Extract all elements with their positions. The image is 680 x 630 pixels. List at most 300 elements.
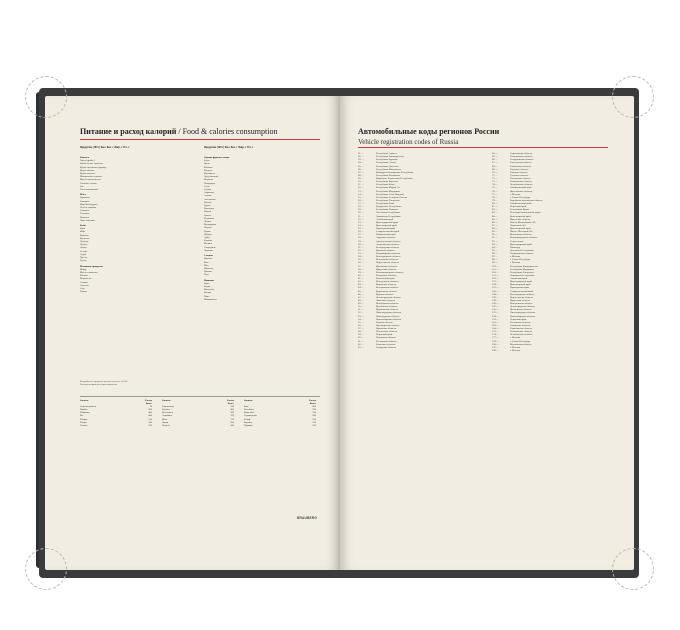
region-code: 67..... xyxy=(492,161,498,165)
activity-name: Садоводство xyxy=(244,414,257,418)
region-code: 102..... xyxy=(492,264,499,268)
region-name: Иркутская область xyxy=(510,217,530,221)
region-code: 99..... xyxy=(492,261,498,265)
section-heading: Напитки xyxy=(204,278,214,282)
region-code: 18..... xyxy=(358,205,364,209)
region-code: 26..... xyxy=(358,230,364,234)
food-name: Помидоры xyxy=(204,181,215,185)
region-name: Алтайский край xyxy=(376,217,394,221)
region-code: 173..... xyxy=(492,330,499,334)
region-name: Липецкая область xyxy=(376,298,396,302)
table-row xyxy=(80,424,152,427)
region-name: Краснодарский край xyxy=(510,242,532,246)
food-name: Вино xyxy=(204,281,210,285)
activity-kcal: 250 xyxy=(312,408,316,412)
region-code: 147..... xyxy=(492,305,499,309)
brand-logo: BRAUBERG xyxy=(297,516,318,520)
food-name: Окунь xyxy=(80,246,87,250)
activity-kcal: 250 xyxy=(230,405,234,409)
region-code: 116..... xyxy=(492,270,499,274)
region-code: 15..... xyxy=(358,195,364,199)
region-row xyxy=(492,349,612,352)
region-code: 124..... xyxy=(492,283,499,287)
region-code: 78..... xyxy=(492,195,498,199)
food-name: Креветки xyxy=(80,236,90,240)
region-code: 72..... xyxy=(492,177,498,180)
region-codes-column-2 xyxy=(492,152,612,352)
activity-name: Лыжи xyxy=(162,420,169,424)
corner-guide-top-right xyxy=(612,76,654,118)
region-name: Краснодарский край xyxy=(376,220,398,224)
activity-kcal: 300 xyxy=(230,411,234,415)
food-name: Сливки xyxy=(80,280,88,284)
region-name: Краснодарский край xyxy=(510,280,532,284)
region-code: 40..... xyxy=(358,273,364,277)
region-name: Республика Северная Осетия xyxy=(376,195,408,199)
activity-name: Прыжки xyxy=(244,423,253,427)
activity-name: Танцы xyxy=(80,420,87,424)
region-code: 84..... xyxy=(492,214,498,218)
activity-name: Уборка xyxy=(80,417,88,421)
activity-table-col-3 xyxy=(244,399,316,427)
food-name: Абрикосы xyxy=(204,191,215,195)
food-name: Кефир xyxy=(80,267,87,271)
region-name: г. Москва xyxy=(510,348,521,352)
food-name: Творог xyxy=(80,290,88,294)
header-activity: Занятие xyxy=(244,399,253,402)
region-code: 27..... xyxy=(358,233,364,237)
region-code: 49..... xyxy=(358,302,364,305)
region-name: Воронежская область xyxy=(376,261,399,265)
region-code: 06..... xyxy=(358,167,364,171)
food-name: Икра xyxy=(80,230,86,234)
region-name: Брянская область xyxy=(376,248,395,252)
region-name: Ямало-Ненецкий АО xyxy=(510,230,533,234)
food-name: Масло подсолнечное xyxy=(80,178,102,182)
food-name: Говядина xyxy=(80,199,90,203)
region-code: 11..... xyxy=(358,183,364,187)
region-name: Вологодская область xyxy=(376,258,399,262)
note-line: Показатели приведены ориентировочно. xyxy=(80,384,118,386)
corner-guide-bottom-right xyxy=(612,548,654,590)
food-name: Варенье xyxy=(204,257,213,261)
activity-name: Сидячая работа xyxy=(80,405,96,409)
food-name: Клубника xyxy=(204,216,214,220)
food-name: Язык говяжий xyxy=(80,218,95,222)
region-name: Тюменская область xyxy=(510,177,531,180)
region-name: Ленинградская область xyxy=(376,295,401,299)
region-name: Кемеровская область xyxy=(376,280,399,284)
region-name: Тульская область xyxy=(510,173,529,177)
region-name: Волгоградская область xyxy=(510,292,535,296)
activity-name: Ходьба xyxy=(80,408,88,412)
region-name: Свердловская область xyxy=(510,158,534,162)
region-name: Кабардино-Балкарская Республика xyxy=(376,170,414,174)
region-name: Республика Татарстан xyxy=(376,198,400,202)
region-name: Ивановская область xyxy=(376,264,398,268)
food-name: Рис xyxy=(80,184,84,188)
region-code: 64..... xyxy=(492,152,498,155)
food-name: Морковь xyxy=(204,178,213,182)
region-name: Ставропольский край xyxy=(376,230,400,234)
region-name: Свердловская область xyxy=(510,252,534,255)
region-name: Пермский край xyxy=(376,333,393,337)
food-name: Тунец xyxy=(80,259,87,263)
region-code: 113..... xyxy=(492,267,499,271)
corner-guide-top-left xyxy=(25,76,67,118)
region-name: Ульяновская область xyxy=(510,330,533,334)
food-row xyxy=(204,249,319,252)
food-name: Телятина xyxy=(80,212,90,216)
region-name: Курская область xyxy=(376,292,394,296)
region-code: 59..... xyxy=(358,333,364,337)
region-name: Республика Бурятия xyxy=(376,158,398,162)
region-code: 76..... xyxy=(492,189,498,193)
activity-kcal: 250 xyxy=(312,417,316,421)
region-name: г. Санкт-Петербург xyxy=(510,258,531,262)
region-code: 71..... xyxy=(492,173,498,177)
right-page-title: Автомобильные коды регионов России xyxy=(358,127,500,136)
food-name: Свекла xyxy=(204,188,212,192)
region-name: Тверская область xyxy=(510,167,529,171)
region-name: Смоленская область xyxy=(510,161,532,165)
region-code: 51..... xyxy=(358,308,364,312)
region-name: Сахалинская область xyxy=(510,155,533,159)
region-code: 85..... xyxy=(492,217,498,221)
food-name: Лимон xyxy=(204,220,211,224)
section-heading: Бакалея xyxy=(80,156,90,159)
left-page-title: Питание и расход калорий / Food & calories consumption xyxy=(80,127,278,136)
region-name: Костромская область xyxy=(376,286,399,290)
food-name: Персик xyxy=(204,226,212,230)
region-name: Красноярский край xyxy=(510,214,531,218)
region-code: 97..... xyxy=(492,255,498,259)
food-name: Цыплята xyxy=(80,215,90,219)
region-code: 98..... xyxy=(492,258,498,262)
food-name: Малина xyxy=(204,242,213,246)
activity-table-col-2 xyxy=(162,399,234,427)
region-code: 138..... xyxy=(492,298,499,302)
food-name: Бананы xyxy=(204,200,212,204)
region-code: 134..... xyxy=(492,292,499,296)
region-code: 22..... xyxy=(358,217,364,221)
region-code: 74..... xyxy=(492,183,498,187)
activity-kcal: 400 xyxy=(148,411,152,415)
food-name: Лобстер xyxy=(80,240,89,244)
region-code: 24..... xyxy=(358,223,364,227)
nutrition-column-left xyxy=(80,154,195,293)
food-name: Кока-кола xyxy=(204,288,215,292)
region-code: 125..... xyxy=(492,286,499,290)
region-name: Московская область xyxy=(510,342,532,346)
region-name: Красноярский край xyxy=(510,227,531,230)
region-name: Республика Мордовия xyxy=(376,189,400,193)
region-name: Республика Башкортостан xyxy=(376,155,404,159)
region-code: 43..... xyxy=(358,283,364,287)
region-name: Удмуртская Республика xyxy=(376,205,402,209)
region-name: Республика Саха (Якутия) xyxy=(376,192,404,196)
region-code: 68..... xyxy=(492,164,498,168)
section-heading: Мясо xyxy=(80,193,86,197)
activity-name: Волейбол xyxy=(244,408,254,412)
region-code: 53..... xyxy=(358,314,364,318)
region-name: Ульяновская область xyxy=(510,180,533,184)
region-code: 42..... xyxy=(358,280,364,284)
food-name: Шампанское xyxy=(204,297,217,301)
region-row xyxy=(358,346,478,349)
region-code: 20..... xyxy=(358,211,364,215)
region-name: Чеченская Республика xyxy=(510,248,534,252)
region-code: 48..... xyxy=(358,298,364,302)
region-name: Волгоградская область xyxy=(376,255,401,259)
food-row xyxy=(204,273,319,276)
food-name: Бобы xyxy=(204,159,210,163)
region-code: 03..... xyxy=(358,158,364,162)
food-name: Сельдь xyxy=(80,249,88,253)
note-line: Калорийность продуктов указана в расчете на 100 г. xyxy=(80,381,129,383)
food-name: Арбуз xyxy=(204,236,211,240)
food-name: Печень говяжья xyxy=(80,206,97,210)
food-row xyxy=(80,290,195,293)
region-code: 08..... xyxy=(358,173,364,177)
region-code: 73..... xyxy=(492,180,498,184)
food-name: Картофель xyxy=(204,172,215,176)
region-code: 94..... xyxy=(492,245,498,249)
region-code: 178..... xyxy=(492,339,499,343)
activity-kcal: 70 xyxy=(149,405,152,409)
region-name: Иркутская область xyxy=(510,298,530,302)
region-code: 163..... xyxy=(492,323,499,327)
region-code: 45..... xyxy=(358,289,364,293)
region-code: 63..... xyxy=(358,345,364,349)
region-code: 50..... xyxy=(358,305,364,309)
region-code: 41..... xyxy=(358,277,364,280)
region-name: Ростовская область xyxy=(510,320,531,324)
region-name: Камчатский край xyxy=(376,277,395,280)
region-code: 17..... xyxy=(358,202,364,205)
region-code: 29..... xyxy=(358,239,364,243)
activity-kcal: 200 xyxy=(312,414,316,418)
region-code: 13..... xyxy=(358,189,364,193)
region-code: 136..... xyxy=(492,295,499,299)
corner-guide-bottom-left xyxy=(25,548,67,590)
food-name: Груша xyxy=(204,204,211,208)
food-name: Кабачок xyxy=(204,165,213,169)
activity-name: Хоккей xyxy=(162,423,170,427)
region-code: 32..... xyxy=(358,248,364,252)
section-heading: Рыба xyxy=(80,224,86,228)
food-name: Судак xyxy=(80,252,87,256)
food-name: Сметана xyxy=(80,283,89,287)
region-name: Байконур xyxy=(510,245,521,249)
food-row xyxy=(80,219,195,222)
region-code: 89..... xyxy=(492,230,498,234)
region-name: Владимирская область xyxy=(376,252,401,255)
region-name: Московская область xyxy=(376,305,398,309)
region-code: 14..... xyxy=(358,192,364,196)
region-name: Еврейская автономная область xyxy=(510,198,543,202)
region-name: Калининградская область xyxy=(376,270,404,274)
food-name: Молоко xyxy=(80,274,88,278)
region-name: Самарская область xyxy=(376,345,397,349)
food-name: Вишня xyxy=(204,210,212,214)
region-code: 66..... xyxy=(492,158,498,162)
food-name: Дыня xyxy=(204,162,210,166)
region-code: 60..... xyxy=(358,336,364,340)
region-code: 177..... xyxy=(492,336,499,340)
food-name: Водка xyxy=(204,284,211,288)
region-code: 33..... xyxy=(358,252,364,255)
region-code: 96..... xyxy=(492,252,498,255)
activity-name: Баскетбол xyxy=(244,411,255,415)
region-name: Республика Крым xyxy=(510,208,530,212)
header-kcal: Расход Ккал. xyxy=(308,399,316,406)
region-name: Новосибирская область xyxy=(510,314,536,318)
food-name: Баранина xyxy=(80,196,90,200)
food-name: Ананас xyxy=(204,194,212,198)
region-code: 154..... xyxy=(492,314,499,318)
region-code: 04..... xyxy=(358,161,364,165)
region-name: Московская область xyxy=(510,233,532,237)
region-name: Новосибирская область xyxy=(376,317,402,321)
region-name: Московская область xyxy=(510,308,532,312)
food-row xyxy=(80,259,195,262)
section-heading: Сладкое xyxy=(204,254,214,258)
region-code: 142..... xyxy=(492,302,499,305)
activity-name: Теннис xyxy=(80,423,88,427)
region-name: Республика Татарстан xyxy=(510,270,534,274)
region-name: Курганская область xyxy=(376,289,397,293)
region-name: Республика Башкортостан xyxy=(510,264,538,268)
table-row xyxy=(244,424,316,427)
food-name: Пряник xyxy=(204,270,212,274)
region-code: 10..... xyxy=(358,180,364,184)
region-name: Ленинградская область xyxy=(510,305,535,309)
region-code: 126..... xyxy=(492,289,499,293)
region-code: 174..... xyxy=(492,333,499,337)
region-name: Пензенская область xyxy=(376,330,398,334)
region-name: Томская область xyxy=(510,170,528,174)
right-page-subtitle: Vehicle registration codes of Russia xyxy=(358,138,459,146)
food-name: Кекс xyxy=(204,260,209,264)
region-code: 12..... xyxy=(358,186,364,190)
region-name: Забайкальский край xyxy=(510,202,532,205)
region-name: Хабаровский край xyxy=(376,233,396,237)
region-name: г. Санкт-Петербург xyxy=(510,339,531,343)
food-row xyxy=(80,188,195,191)
food-name: Карп xyxy=(80,227,86,231)
right-page xyxy=(340,96,634,570)
food-name: Хлеб пшеничный xyxy=(80,188,98,192)
region-name: Амурская область xyxy=(376,236,396,240)
region-code: 90..... xyxy=(492,233,498,237)
activity-name: Бег xyxy=(80,414,84,418)
food-name: Крупа манная xyxy=(80,168,95,172)
food-name: Апельсины xyxy=(204,197,216,201)
region-name: Калужская область xyxy=(376,273,397,277)
region-code: 122..... xyxy=(492,277,499,280)
section-heading: Овощи, фрукты, ягоды xyxy=(204,156,230,159)
nutrition-column-right xyxy=(204,154,319,301)
region-name: Рязанская область xyxy=(376,342,396,346)
region-name: Нижегородская область xyxy=(376,311,402,315)
section-heading: Молочные продукты xyxy=(80,264,103,268)
food-name: Черника xyxy=(204,248,213,252)
region-name: Псковская область xyxy=(376,336,396,340)
activity-kcal: 200 xyxy=(148,408,152,412)
region-name: Иркутская область xyxy=(376,267,396,271)
food-name: Крупа гречневая (ядрица) xyxy=(80,165,107,169)
food-name: Масло сливочное xyxy=(80,270,98,274)
activity-table-col-1 xyxy=(80,399,152,427)
food-row xyxy=(204,298,319,301)
region-code: 80..... xyxy=(492,202,498,205)
food-name: Камбала xyxy=(80,233,89,237)
table-row xyxy=(162,424,234,427)
region-code: 95..... xyxy=(492,248,498,252)
region-name: Республика Хакасия xyxy=(376,208,398,212)
food-name: Хурма xyxy=(204,229,211,233)
region-name: Республика Мордовия xyxy=(510,267,534,271)
region-name: Кировская область xyxy=(376,283,397,287)
region-code: 81..... xyxy=(492,205,498,209)
region-name: Тамбовская область xyxy=(510,164,532,168)
food-name: Крупа овсяная xyxy=(80,172,95,176)
region-code: 61..... xyxy=(358,339,364,343)
activity-kcal: 350 xyxy=(230,414,234,418)
region-name: Республика Марий Эл xyxy=(376,186,400,190)
activity-kcal: 350 xyxy=(148,423,152,427)
region-code: 77..... xyxy=(492,192,498,196)
food-name: Грибы белые сушеные xyxy=(80,162,103,166)
region-code: 86..... xyxy=(492,220,498,224)
region-codes-column-1 xyxy=(358,152,478,349)
region-code: 197..... xyxy=(492,345,499,349)
region-code: 31..... xyxy=(358,245,364,249)
food-name: Смородина xyxy=(204,245,216,249)
region-name: Самарская область xyxy=(510,323,531,327)
region-name: Белгородская область xyxy=(376,245,400,249)
activity-kcal: 600 xyxy=(148,414,152,418)
title-rule xyxy=(80,139,320,140)
region-name: г. Москва xyxy=(510,255,521,259)
region-name: Ярославская область xyxy=(510,189,533,193)
region-name: Алтайский край xyxy=(510,277,528,280)
region-name: г. Москва xyxy=(510,345,521,349)
food-name: Индейка (грудка) xyxy=(80,202,98,206)
region-name: Карачаево-Черкесская Республика xyxy=(376,177,413,180)
food-name: Лук репчатый xyxy=(204,175,219,179)
food-name: Торт xyxy=(204,273,209,277)
region-name: Красноярский край xyxy=(510,283,531,287)
region-code: 35..... xyxy=(358,258,364,262)
region-name: Челябинская область xyxy=(510,183,533,187)
region-code: 190..... xyxy=(492,342,499,346)
region-code: 55..... xyxy=(358,320,364,324)
region-name: Ростовская область xyxy=(376,339,397,343)
region-name: Ненецкий автономный округ xyxy=(510,211,541,215)
food-name: Мороженое xyxy=(80,277,92,281)
region-name: Красноярский край xyxy=(376,223,397,227)
region-name: Ставропольский край xyxy=(510,289,534,293)
region-code: 02..... xyxy=(358,155,364,159)
region-name: Севастополь xyxy=(510,239,524,243)
activity-kcal: 450 xyxy=(230,420,234,424)
region-name: Кемеровская область xyxy=(510,302,533,305)
region-name: Республика Алтай xyxy=(376,161,396,165)
region-code: 37..... xyxy=(358,264,364,268)
region-name: Челябинская область xyxy=(510,333,533,337)
